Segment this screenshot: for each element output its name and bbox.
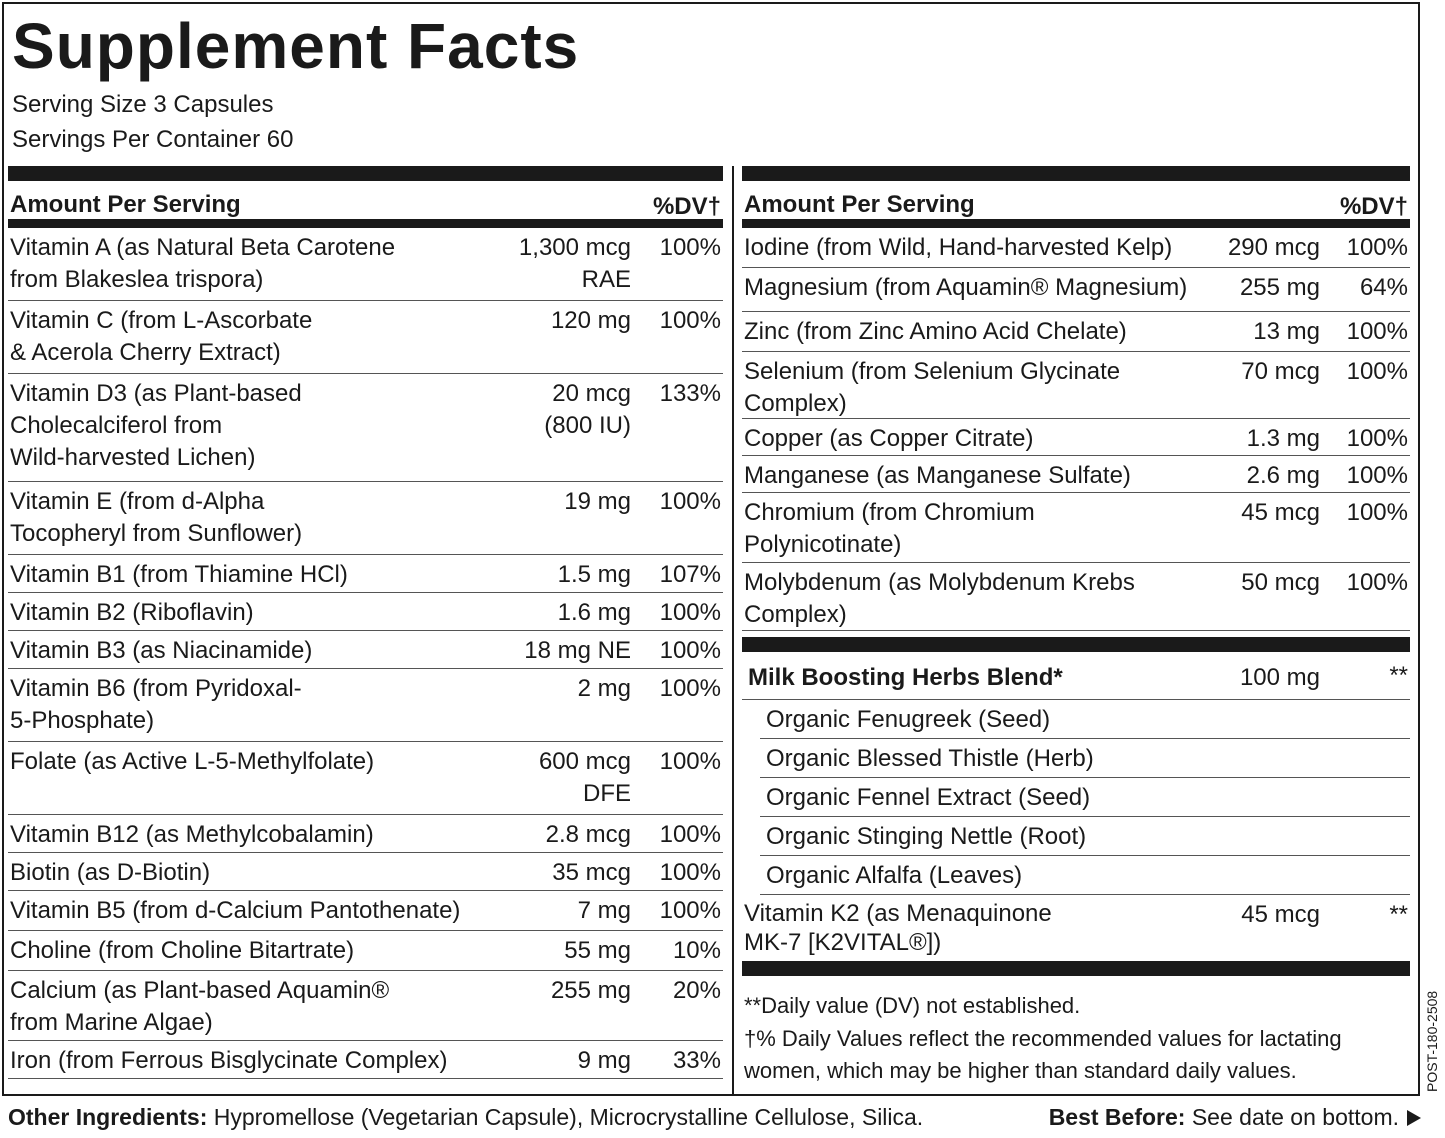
nutrient-amount: 120 mg <box>550 307 631 334</box>
nutrient-amount: 1.3 mg <box>1246 425 1320 452</box>
nutrient-row <box>742 312 1410 352</box>
arrow-right-icon <box>1407 1110 1421 1126</box>
nutrient-amount: 600 mcg DFE <box>538 748 631 807</box>
nutrient-row <box>742 456 1410 493</box>
nutrient-amount: 35 mcg <box>552 859 631 886</box>
right-column <box>742 166 1410 976</box>
nutrient-dv: 10% <box>672 937 721 964</box>
herb-row <box>760 817 1410 856</box>
nutrient-row <box>8 931 723 971</box>
herb-row <box>760 856 1410 895</box>
divider <box>8 166 723 181</box>
nutrient-amount: 255 mg <box>550 977 631 1004</box>
herb-name: Organic Fennel Extract (Seed) <box>766 784 1091 811</box>
nutrient-dv: 33% <box>672 1047 721 1074</box>
nutrient-name: Manganese (as Manganese Sulfate) <box>744 462 1131 489</box>
nutrient-name: Vitamin B5 (from d-Calcium Pantothenate) <box>10 897 461 924</box>
nutrient-name: Magnesium (from Aquamin® Magnesium) <box>744 274 1188 301</box>
nutrient-amount: 1.5 mg <box>557 561 631 588</box>
nutrient-dv: 100% <box>1346 425 1408 452</box>
nutrient-row <box>8 742 723 815</box>
nutrient-amount: 255 mg <box>1239 274 1320 301</box>
nutrient-dv: 100% <box>659 821 721 848</box>
dv-header: %DV† <box>1339 193 1408 220</box>
nutrient-row <box>742 493 1410 563</box>
divider <box>742 961 1410 976</box>
nutrient-name: Choline (from Choline Bitartrate) <box>10 937 355 964</box>
product-code: POST-180-2508 <box>1424 990 1440 1092</box>
nutrient-amount: 1,300 mcg RAE <box>518 234 631 293</box>
nutrient-amount: 45 mcg <box>1241 499 1320 526</box>
column-divider <box>732 166 734 1094</box>
nutrient-amount: 2.8 mcg <box>545 821 631 848</box>
nutrient-name: Vitamin B6 (from Pyridoxal- 5-Phosphate) <box>10 675 302 734</box>
nutrient-row <box>8 891 723 931</box>
amount-header: Amount Per Serving <box>10 191 241 218</box>
nutrient-name: Selenium (from Selenium Glycinate Complex) <box>744 358 1121 417</box>
nutrient-amount: 2 mg <box>577 675 631 702</box>
nutrient-amount: 1.6 mg <box>557 599 631 626</box>
nutrient-row <box>8 971 723 1041</box>
k2-dv: ** <box>1389 901 1408 928</box>
best-before-label: Best Before: <box>1048 1104 1186 1130</box>
nutrient-dv: 100% <box>1346 499 1408 526</box>
footnote-dv-not-established: **Daily value (DV) not established. <box>744 993 1081 1018</box>
nutrient-name: Vitamin C (from L-Ascorbate & Acerola Cherry Extract) <box>10 307 313 366</box>
nutrient-dv: 107% <box>659 561 721 588</box>
nutrient-name: Iodine (from Wild, Hand-harvested Kelp) <box>744 234 1173 261</box>
nutrient-dv: 100% <box>659 488 721 515</box>
nutrient-amount: 9 mg <box>577 1047 631 1074</box>
herb-row <box>760 700 1410 739</box>
nutrient-name: Iron (from Ferrous Bisglycinate Complex) <box>10 1047 448 1074</box>
nutrient-amount: 20 mcg (800 IU) <box>544 380 631 439</box>
right-nutrient-list <box>742 228 1410 631</box>
other-ingredients-label: Other Ingredients: <box>8 1104 208 1130</box>
herb-row <box>760 739 1410 778</box>
nutrient-amount: 18 mg NE <box>524 637 631 664</box>
nutrient-dv: 100% <box>659 897 721 924</box>
blend-amount: 100 mg <box>1239 664 1320 691</box>
herb-name: Organic Fenugreek (Seed) <box>766 706 1051 733</box>
serving-size: Serving Size 3 Capsules <box>12 91 274 118</box>
footnote-dv-lactating-2: women, which may be higher than standard daily values. <box>744 1058 1297 1083</box>
nutrient-name: Folate (as Active L-5-Methylfolate) <box>10 748 375 775</box>
nutrient-name: Vitamin B2 (Riboflavin) <box>10 599 254 626</box>
k2-amount: 45 mcg <box>1241 901 1320 928</box>
nutrient-name: Vitamin D3 (as Plant-based Cholecalciferol from Wild-harvested Lichen) <box>10 380 302 471</box>
best-before <box>1049 1104 1421 1131</box>
nutrient-row <box>742 419 1410 456</box>
nutrient-amount: 55 mg <box>564 937 631 964</box>
nutrient-dv: 100% <box>659 637 721 664</box>
nutrient-amount: 50 mcg <box>1241 569 1320 596</box>
left-column <box>8 166 723 1079</box>
k2-row <box>742 895 1410 961</box>
nutrient-row <box>8 631 723 669</box>
nutrient-name: Vitamin E (from d-Alpha Tocopheryl from Sunflower) <box>10 488 303 547</box>
nutrient-row <box>8 669 723 742</box>
nutrient-dv: 64% <box>1359 274 1408 301</box>
divider <box>742 637 1410 652</box>
nutrient-name: Molybdenum (as Molybdenum Krebs Complex) <box>744 569 1135 628</box>
nutrient-name: Vitamin B3 (as Niacinamide) <box>10 637 313 664</box>
nutrient-dv: 100% <box>659 599 721 626</box>
herb-name: Organic Alfalfa (Leaves) <box>766 862 1023 889</box>
dv-header: %DV† <box>652 193 721 220</box>
nutrient-amount: 13 mg <box>1253 318 1320 345</box>
nutrient-row <box>8 482 723 555</box>
nutrient-row <box>742 563 1410 631</box>
nutrient-dv: 100% <box>659 675 721 702</box>
column-header <box>8 181 723 228</box>
nutrient-name: Zinc (from Zinc Amino Acid Chelate) <box>744 318 1127 345</box>
nutrient-row <box>742 268 1410 312</box>
nutrient-name: Calcium (as Plant-based Aquamin® from Marine Algae) <box>10 977 390 1036</box>
divider <box>742 166 1410 181</box>
nutrient-row <box>742 352 1410 419</box>
nutrient-row <box>8 1041 723 1079</box>
nutrient-name: Vitamin B12 (as Methylcobalamin) <box>10 821 374 848</box>
other-ingredients-text: Hypromellose (Vegetarian Capsule), Microcrystalline Cellulose, Silica. <box>207 1104 924 1130</box>
nutrient-row <box>8 593 723 631</box>
nutrient-dv: 100% <box>659 859 721 886</box>
herb-list <box>742 700 1410 895</box>
nutrient-dv: 100% <box>1346 569 1408 596</box>
nutrient-dv: 100% <box>1346 318 1408 345</box>
nutrient-row <box>8 374 723 482</box>
nutrient-name: Chromium (from Chromium Polynicotinate) <box>744 499 1035 558</box>
nutrient-dv: 100% <box>659 748 721 775</box>
nutrient-row <box>742 228 1410 268</box>
k2-name: Vitamin K2 (as Menaquinone MK-7 [K2VITAL®]) <box>744 900 1052 956</box>
blend-name: Milk Boosting Herbs Blend* <box>748 664 1063 691</box>
nutrient-dv: 133% <box>659 380 721 407</box>
nutrient-amount: 2.6 mg <box>1246 462 1320 489</box>
nutrient-name: Biotin (as D-Biotin) <box>10 859 211 886</box>
nutrient-dv: 100% <box>659 307 721 334</box>
nutrient-row <box>8 228 723 301</box>
nutrient-dv: 100% <box>659 234 721 261</box>
other-ingredients <box>8 1104 923 1131</box>
herb-row <box>760 778 1410 817</box>
nutrient-amount: 19 mg <box>564 488 631 515</box>
herb-name: Organic Stinging Nettle (Root) <box>766 823 1087 850</box>
nutrient-row <box>8 853 723 891</box>
nutrient-dv: 100% <box>1346 462 1408 489</box>
nutrient-row <box>8 301 723 374</box>
nutrient-row <box>8 815 723 853</box>
nutrient-dv: 100% <box>1346 358 1408 385</box>
left-nutrient-list <box>8 228 723 1079</box>
nutrient-amount: 7 mg <box>577 897 631 924</box>
blend-dv: ** <box>1389 662 1408 689</box>
herb-name: Organic Blessed Thistle (Herb) <box>766 745 1094 772</box>
page-title: Supplement Facts <box>12 10 580 82</box>
nutrient-amount: 290 mcg <box>1227 234 1320 261</box>
best-before-text: See date on bottom. <box>1185 1104 1399 1130</box>
nutrient-dv: 100% <box>1346 234 1408 261</box>
nutrient-name: Copper (as Copper Citrate) <box>744 425 1034 452</box>
column-header <box>742 181 1410 228</box>
amount-header: Amount Per Serving <box>744 191 975 218</box>
blend-row <box>742 652 1410 700</box>
nutrient-name: Vitamin A (as Natural Beta Carotene from Blakeslea trispora) <box>10 234 396 293</box>
nutrient-amount: 70 mcg <box>1241 358 1320 385</box>
nutrient-row <box>8 555 723 593</box>
footnote-dv-lactating-1: †% Daily Values reflect the recommended values for lactating <box>744 1026 1342 1051</box>
nutrient-name: Vitamin B1 (from Thiamine HCl) <box>10 561 348 588</box>
nutrient-dv: 20% <box>672 977 721 1004</box>
servings-per-container: Servings Per Container 60 <box>12 126 294 153</box>
